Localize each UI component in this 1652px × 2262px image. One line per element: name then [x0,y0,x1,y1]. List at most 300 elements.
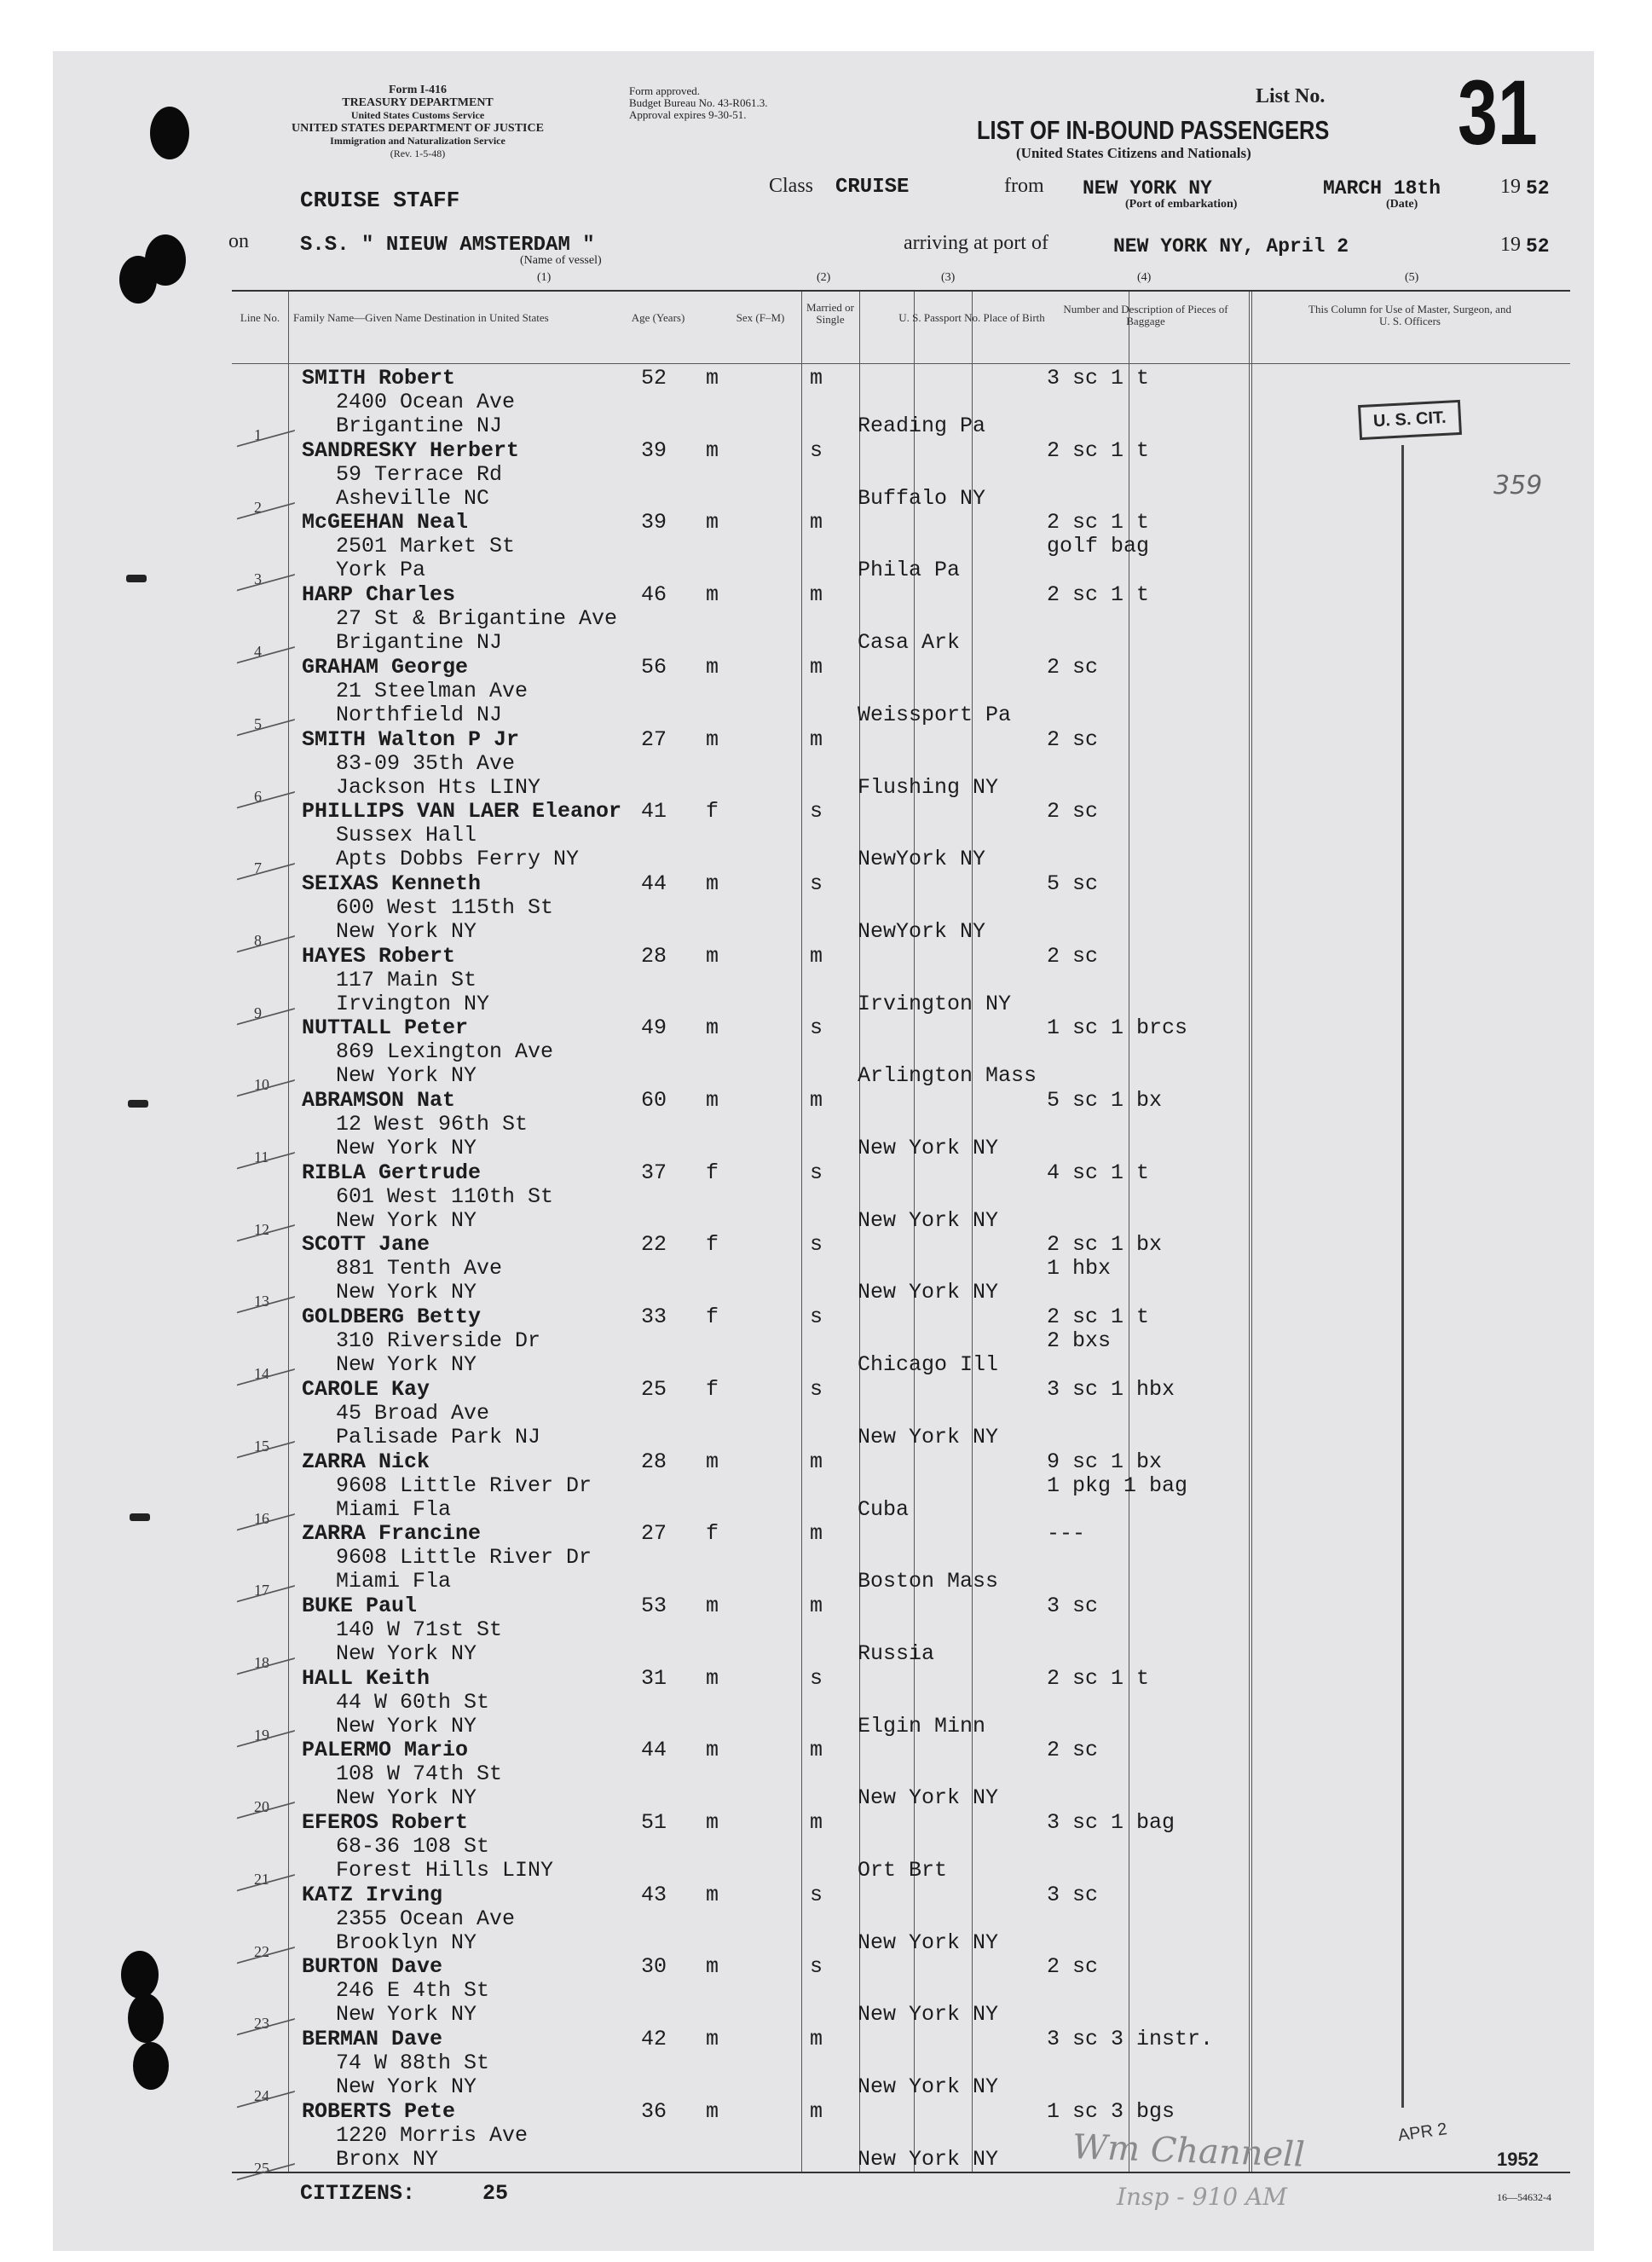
line-number: 16 [254,1509,269,1527]
header-married: Married or Single [806,301,854,326]
cell-bag1: 1 sc 3 bgs [1047,2098,1175,2124]
ins-service: Immigration and Naturalization Service [330,135,505,147]
cell-ms: m [810,1449,823,1474]
cell-name: ABRAMSON Nat [302,1088,456,1113]
cell-bag1: 9 sc 1 bx [1047,1449,1163,1474]
cell-birth: Reading Pa [858,414,986,438]
cell-birth: New York NY [858,2002,999,2028]
cell-sex: m [706,1665,719,1691]
approval-expires: Approval expires 9-30-51. [629,108,747,121]
table-row [232,2098,1570,2177]
table-row [232,1376,1570,1455]
table-row [232,1015,1570,1094]
cell-birth: NewYork NY [858,847,986,872]
cell-addr1: 310 Riverside Dr [336,1328,541,1354]
cell-birth: New York NY [858,1785,999,1811]
cell-age: 36 [641,2098,667,2124]
arriving-label: arriving at port of [904,232,1048,254]
approval-block [629,85,767,121]
cell-sex: m [706,510,719,535]
citizens-count: 25 [482,2181,509,2206]
table-row [232,437,1570,516]
col-num-4: (4) [1137,271,1152,284]
cell-name: SMITH Walton P Jr [302,726,520,752]
cell-sex: m [706,1954,719,1980]
cell-sex: m [706,2098,719,2124]
table-row [232,1087,1570,1166]
cell-addr2: New York NY [336,1063,477,1089]
cell-ms: s [810,1665,823,1691]
table-row [232,581,1570,661]
stamp-date: APR 2 [1396,2120,1448,2145]
cell-bag1: 2 sc 1 t [1047,510,1150,535]
cell-name: HALL Keith [302,1665,430,1691]
line-number: 21 [254,1871,269,1888]
cell-name: CAROLE Kay [302,1376,430,1402]
table-row [232,1160,1570,1238]
cell-birth: Boston Mass [858,1569,999,1594]
arrival-port: NEW YORK NY, April 2 [1113,235,1349,257]
list-number: 31 [1458,61,1538,164]
cell-sex: m [706,582,719,608]
cell-bag1: 3 sc 1 hbx [1047,1376,1175,1402]
cell-birth: Flushing NY [858,774,999,800]
cell-ms: s [810,1954,823,1980]
list-title: LIST OF IN-BOUND PASSENGERS [977,115,1330,145]
list-no-label: List No. [1256,85,1326,107]
cell-addr1: 9608 Little River Dr [336,1545,592,1571]
cell-name: NUTTALL Peter [302,1015,469,1041]
cell-ms: s [810,1015,823,1041]
on-label: on [228,230,249,252]
cell-addr2: New York NY [336,1136,477,1160]
passenger-table [232,290,1570,2177]
cell-addr2: Bronx NY [336,2146,439,2172]
cell-age: 27 [641,726,667,752]
line-number: 25 [254,2159,269,2177]
cell-age: 30 [641,1954,667,1980]
cell-ms: s [810,799,823,824]
cell-ms: m [810,582,823,608]
cell-birth: New York NY [858,1207,999,1233]
cell-sex: m [706,654,719,680]
cell-sex: f [706,1376,719,1402]
form-approved: Form approved. [629,84,701,97]
cell-birth: Buffalo NY [858,485,986,511]
justice-dept: UNITED STATES DEPARTMENT OF JUSTICE [292,122,544,135]
cell-ms: m [810,1738,823,1763]
cell-name: HAYES Robert [302,943,456,969]
revision: (Rev. 1-5-48) [390,148,446,159]
cell-sex: f [706,1305,719,1330]
cell-age: 28 [641,1449,667,1474]
cell-addr2: Irvington NY [336,991,490,1016]
cell-birth: New York NY [858,2146,999,2172]
line-number: 9 [254,1004,262,1021]
cell-addr2: Brigantine NJ [336,630,503,656]
cell-addr1: 2501 Market St [336,534,516,559]
table-row [232,1953,1570,2033]
cell-bag1: 2 sc [1047,943,1099,969]
cell-birth: Russia [858,1640,935,1666]
officer-bracket-line [1401,445,1404,2108]
table-row [232,1665,1570,1744]
cell-age: 53 [641,1593,667,1618]
cell-sex: m [706,1810,719,1835]
cell-birth: Phila Pa [858,558,961,583]
date-caption: (Date) [1386,198,1418,211]
cell-addr1: 9608 Little River Dr [336,1472,592,1498]
cell-sex: m [706,1015,719,1041]
header-officers: This Column for Use of Master, Surgeon, and U. S. Officers [1308,303,1511,327]
table-row [232,1231,1570,1310]
handwritten-number: 359 [1493,471,1543,500]
cell-sex: m [706,1593,719,1618]
line-number: 19 [254,1726,269,1744]
cell-bag1: 3 sc 1 t [1047,366,1150,390]
line-number: 24 [254,2087,269,2105]
cell-name: KATZ Irving [302,1882,443,1907]
line-number: 4 [254,643,262,661]
from-label: from [1004,175,1044,197]
cell-bag1: 2 sc [1047,1954,1099,1980]
cell-birth: Ort Brt [858,1858,948,1883]
cell-addr1: 600 West 115th St [336,894,554,920]
cell-ms: s [810,437,823,463]
cell-bag1: 1 sc 1 brcs [1047,1015,1188,1041]
cell-bag2: 1 pkg 1 bag [1047,1472,1188,1498]
cell-age: 42 [641,2027,667,2052]
cell-bag1: 2 sc [1047,1738,1099,1763]
line-number: 2 [254,498,262,516]
cell-birth: Weissport Pa [858,702,1012,727]
table-row [232,1304,1570,1383]
table-row [232,1520,1570,1600]
cell-sex: f [706,1521,719,1547]
cell-addr1: 2400 Ocean Ave [336,390,516,414]
punch-mark [128,1100,148,1108]
cell-sex: f [706,1160,719,1185]
line-number: 23 [254,2015,269,2033]
table-row [232,726,1570,805]
col-num-3: (3) [941,271,956,284]
cell-addr1: 44 W 60th St [336,1689,490,1715]
cell-addr1: 1220 Morris Ave [336,2122,529,2148]
cell-ms: m [810,943,823,969]
cell-addr1: 74 W 88th St [336,2051,490,2076]
binder-hole [128,1993,164,2043]
cell-addr2: Apts Dobbs Ferry NY [336,847,580,872]
line-number: 12 [254,1220,269,1238]
line-number: 7 [254,859,262,877]
cell-bag1: 4 sc 1 t [1047,1160,1150,1185]
customs-service: United States Customs Service [350,109,485,121]
cell-ms: s [810,1160,823,1185]
cell-addr2: Jackson Hts LINY [336,774,541,800]
cell-ms: m [810,1593,823,1618]
cell-addr1: 2355 Ocean Ave [336,1906,516,1931]
cell-bag1: 5 sc 1 bx [1047,1088,1163,1113]
cell-bag1: 2 sc [1047,726,1099,752]
cell-ms: s [810,1882,823,1907]
cell-addr1: 601 West 110th St [336,1183,554,1209]
cell-name: BERMAN Dave [302,2027,443,2052]
table-row [232,1882,1570,1960]
cell-birth: New York NY [858,1136,999,1160]
col-num-5: (5) [1405,271,1419,284]
cell-sex: m [706,1088,719,1113]
from-value: NEW YORK NY [1083,177,1212,200]
cell-ms: m [810,2027,823,2052]
cell-sex: m [706,871,719,896]
punch-mark [126,575,147,582]
cell-name: BUKE Paul [302,1593,418,1618]
cell-name: PHILLIPS VAN LAER Eleanor [302,799,622,824]
treasury-dept: TREASURY DEPARTMENT [342,96,494,109]
cell-sex: m [706,366,719,390]
cell-addr2: York Pa [336,558,426,583]
cell-addr2: Northfield NJ [336,702,503,727]
list-subtitle: (United States Citizens and Nationals) [1016,145,1251,161]
cell-addr2: Brigantine NJ [336,414,503,438]
stamp-year: 1952 [1497,2149,1539,2170]
cell-addr1: 117 Main St [336,967,477,992]
cell-sex: f [706,799,719,824]
cell-ms: s [810,1232,823,1258]
cell-age: 39 [641,510,667,535]
cell-name: ROBERTS Pete [302,2098,456,2124]
cell-age: 41 [641,799,667,824]
cell-addr1: 45 Broad Ave [336,1400,490,1426]
col-num-2: (2) [817,271,831,284]
form-agency-block [226,84,609,160]
cell-addr1: 108 W 74th St [336,1762,503,1787]
cell-sex: m [706,1449,719,1474]
cell-birth: New York NY [858,2074,999,2100]
departure-year: 52 [1526,177,1550,200]
cell-bag1: 2 sc 1 t [1047,437,1150,463]
line-number: 15 [254,1437,269,1455]
inspection-note: Insp - 910 AM [1117,2183,1287,2211]
cell-name: SEIXAS Kenneth [302,871,482,896]
cell-age: 60 [641,1088,667,1113]
cell-ms: m [810,1810,823,1835]
cell-bag1: 3 sc 1 bag [1047,1810,1175,1835]
cell-name: BURTON Dave [302,1954,443,1980]
class-value: CRUISE [835,176,910,199]
cell-birth: New York NY [858,1424,999,1449]
cell-name: SCOTT Jane [302,1232,430,1258]
cell-addr2: Miami Fla [336,1496,452,1522]
table-row [232,509,1570,588]
cell-name: ZARRA Francine [302,1521,482,1547]
vessel-name: S.S. " NIEUW AMSTERDAM " [300,234,595,257]
punch-mark [130,1513,150,1521]
cell-age: 39 [641,437,667,463]
cell-name: GRAHAM George [302,654,469,680]
line-number: 8 [254,931,262,949]
cell-age: 25 [641,1376,667,1402]
cell-addr2: New York NY [336,2074,477,2100]
cell-addr1: 881 Tenth Ave [336,1256,503,1281]
us-cit-stamp [1358,400,1462,440]
cell-name: GOLDBERG Betty [302,1305,482,1330]
line-number: 10 [254,1076,269,1094]
table-row [232,798,1570,877]
cell-age: 44 [641,1738,667,1763]
cell-ms: m [810,2098,823,2124]
cell-addr2: Asheville NC [336,485,490,511]
line-number: 6 [254,787,262,805]
binder-hole [150,107,189,159]
cell-ms: s [810,871,823,896]
cell-addr1: 27 St & Brigantine Ave [336,606,618,632]
cell-age: 37 [641,1160,667,1185]
cell-sex: m [706,437,719,463]
line-number: 11 [254,1148,269,1166]
line-number: 13 [254,1293,269,1310]
cell-bag1: 2 sc [1047,654,1099,680]
cell-addr2: Forest Hills LINY [336,1858,554,1883]
table-row [232,871,1570,949]
cell-age: 43 [641,1882,667,1907]
binder-hole [119,256,157,304]
vessel-caption: (Name of vessel) [520,254,602,267]
port-caption: (Port of embarkation) [1125,198,1238,211]
cell-name: PALERMO Mario [302,1738,469,1763]
col-num-1: (1) [537,271,552,284]
cell-name: RIBLA Gertrude [302,1160,482,1185]
departure-date: MARCH 18th [1323,177,1441,200]
header-baggage: Number and Description of Pieces of Baggage [1063,303,1228,327]
cell-bag1: 2 sc 1 t [1047,582,1150,608]
cell-addr2: Miami Fla [336,1569,452,1594]
arrival-year: 52 [1526,235,1550,257]
cell-addr2: New York NY [336,1207,477,1233]
cell-age: 51 [641,1810,667,1835]
cell-addr2: New York NY [336,1713,477,1738]
cell-birth: New York NY [858,1280,999,1305]
cell-addr2: New York NY [336,1640,477,1666]
cell-bag1: 2 sc 1 bx [1047,1232,1163,1258]
table-row [232,2026,1570,2105]
cell-addr2: Brooklyn NY [336,1929,477,1955]
cell-addr2: New York NY [336,1785,477,1811]
cell-ms: s [810,1305,823,1330]
cell-birth: Arlington Mass [858,1063,1037,1089]
line-number: 1 [254,426,262,443]
cell-birth: Irvington NY [858,991,1012,1016]
line-number: 17 [254,1582,269,1600]
cell-name: SANDRESKY Herbert [302,437,520,463]
cell-name: EFEROS Robert [302,1810,469,1835]
cell-addr2: New York NY [336,1352,477,1378]
cell-ms: s [810,1376,823,1402]
cell-ms: m [810,726,823,752]
cell-bag2: 1 hbx [1047,1256,1112,1281]
cell-sex: m [706,1738,719,1763]
table-row [232,943,1570,1021]
cell-addr2: New York NY [336,918,477,944]
handwritten-signature: Wm Channell [1071,2127,1306,2175]
cell-bag1: 5 sc [1047,871,1099,896]
cell-age: 27 [641,1521,667,1547]
print-code: 16—54632-4 [1497,2191,1551,2203]
cell-birth: Chicago Ill [858,1352,999,1378]
binder-hole [121,1951,159,1999]
cell-bag2: golf bag [1047,534,1150,559]
line-number: 14 [254,1365,269,1383]
cell-sex: m [706,726,719,752]
cell-bag1: 3 sc [1047,1882,1099,1907]
cell-bag1: --- [1047,1521,1086,1547]
cell-birth: Elgin Minn [858,1713,986,1738]
cell-ms: m [810,366,823,390]
cell-sex: m [706,2027,719,2052]
cell-bag1: 2 sc [1047,799,1099,824]
cell-sex: m [706,1882,719,1907]
header-passport: U. S. Passport No. Place of Birth [898,311,1045,324]
cell-name: McGEEHAN Neal [302,510,469,535]
budget-bureau: Budget Bureau No. 43-R061.3. [629,96,768,109]
cell-addr1: 68-36 108 St [336,1834,490,1859]
table-row [232,654,1570,732]
cell-ms: m [810,510,823,535]
cell-ms: m [810,654,823,680]
cell-bag1: 2 sc 1 t [1047,1305,1150,1330]
line-number: 5 [254,714,262,732]
cell-addr1: 140 W 71st St [336,1617,503,1642]
cruise-staff: CRUISE STAFF [300,188,460,213]
cell-age: 44 [641,871,667,896]
table-row [232,1809,1570,1888]
table-row [232,1593,1570,1671]
cell-age: 49 [641,1015,667,1041]
citizens-label: CITIZENS: [300,2181,416,2206]
cell-age: 33 [641,1305,667,1330]
us-cit-stamp-text: U. S. CIT. [1372,408,1447,431]
table-row [232,1737,1570,1816]
cell-ms: m [810,1088,823,1113]
cell-addr1: 869 Lexington Ave [336,1039,554,1065]
cell-name: ZARRA Nick [302,1449,430,1474]
cell-bag1: 2 sc 1 t [1047,1665,1150,1691]
cell-addr1: 59 Terrace Rd [336,461,503,487]
line-number: 20 [254,1798,269,1816]
cell-ms: m [810,1521,823,1547]
cell-age: 22 [641,1232,667,1258]
table-row [232,1449,1570,1527]
cell-addr1: 246 E 4th St [336,1978,490,2004]
cell-age: 56 [641,654,667,680]
cell-age: 31 [641,1665,667,1691]
cell-birth: NewYork NY [858,918,986,944]
header-line-no: Line No. [240,311,280,324]
cell-age: 28 [641,943,667,969]
cell-name: HARP Charles [302,582,456,608]
class-label: Class [769,175,814,197]
cell-addr1: 21 Steelman Ave [336,678,529,703]
cell-addr2: New York NY [336,2002,477,2028]
cell-age: 46 [641,582,667,608]
header-age: Age (Years) [631,311,685,324]
cell-age: 52 [641,366,667,390]
cell-addr1: 12 West 96th St [336,1112,529,1137]
cell-name: SMITH Robert [302,366,456,390]
cell-bag2: 2 bxs [1047,1328,1112,1354]
header-name: Family Name—Given Name Destination in United States [293,311,549,324]
cell-addr2: New York NY [336,1280,477,1305]
